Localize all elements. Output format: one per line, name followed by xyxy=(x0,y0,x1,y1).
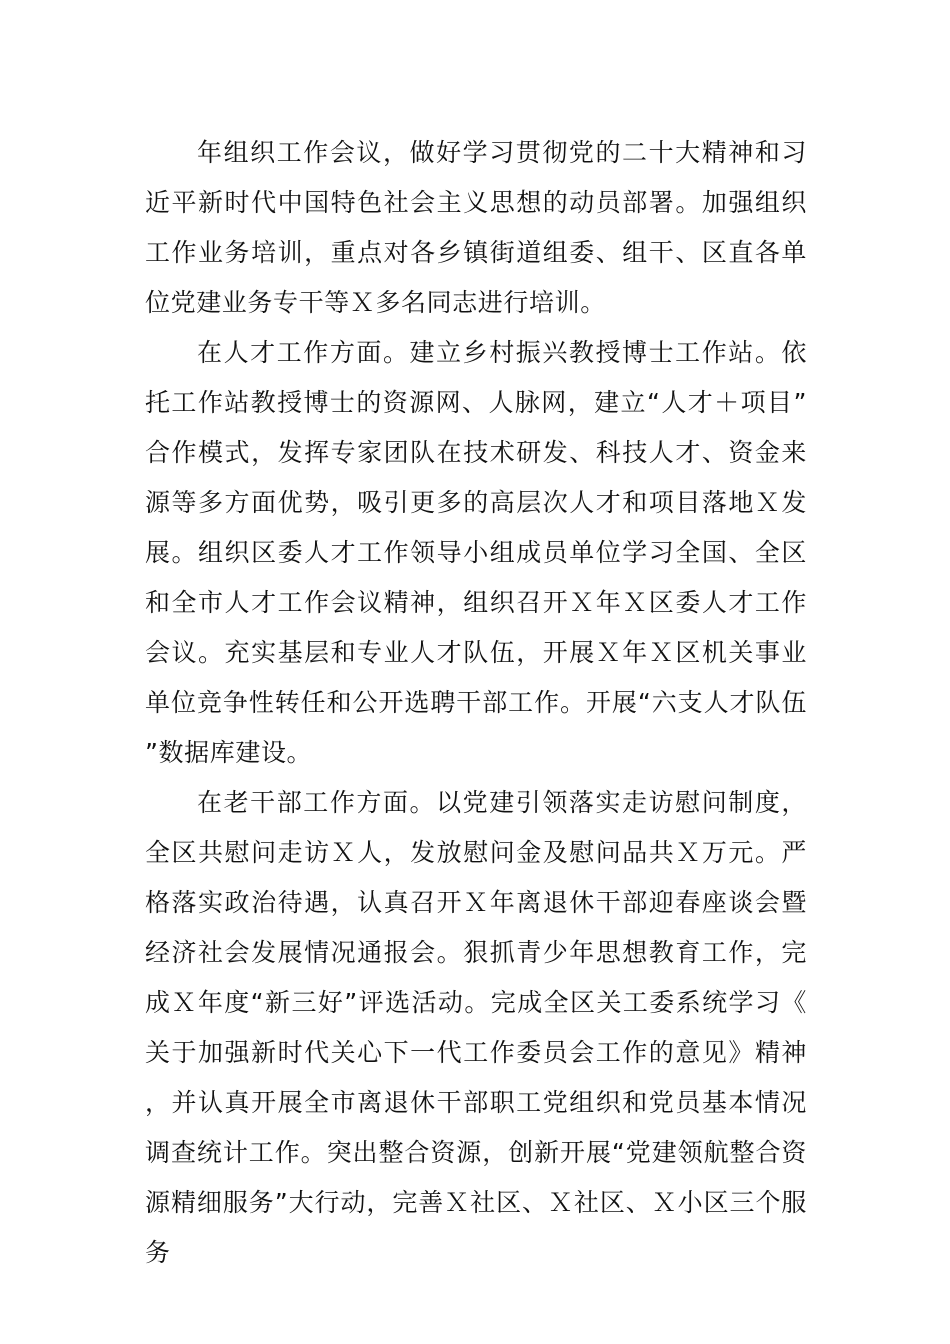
document-body xyxy=(145,128,807,1278)
paragraph-veteran-cadre-work: 在老干部工作方面。以党建引领落实走访慰问制度，全区共慰问走访Ｘ人，发放慰问金及慰问品共Ｘ万元。严格落实政治待遇，认真召开Ｘ年离退休干部迎春座谈会暨经济社会发展情况通报会。狠抓青少年思想教育工作，完成Ｘ年度“新三好”评选活动。完成全区关工委系统学习《关于加强新时代关心下一代工作委员会工作的意见》精神，并认真开展全市离退休干部职工党组织和党员基本情况调查统计工作。突出整合资源，创新开展“党建领航整合资源精细服务”大行动，完善Ｘ社区、Ｘ社区、Ｘ小区三个服务 xyxy=(145,788,807,1267)
paragraph-talent-work: 在人才工作方面。建立乡村振兴教授博士工作站。依托工作站教授博士的资源网、人脉网，建立“人才＋项目”合作模式，发挥专家团队在技术研发、科技人才、资金来源等多方面优势，吸引更多的高层次人才和项目落地Ｘ发展。组织区委人才工作领导小组成员单位学习全国、全区和全市人才工作会议精神，组织召开Ｘ年Ｘ区委人才工作会议。充实基层和专业人才队伍，开展Ｘ年Ｘ区机关事业单位竞争性转任和公开选聘干部工作。开展“六支人才队伍”数据库建设。 xyxy=(145,338,807,767)
paragraph-organization-work: 年组织工作会议，做好学习贯彻党的二十大精神和习近平新时代中国特色社会主义思想的动员部署。加强组织工作业务培训，重点对各乡镇街道组委、组干、区直各单位党建业务专干等Ｘ多名同志进行培训。 xyxy=(145,138,807,317)
